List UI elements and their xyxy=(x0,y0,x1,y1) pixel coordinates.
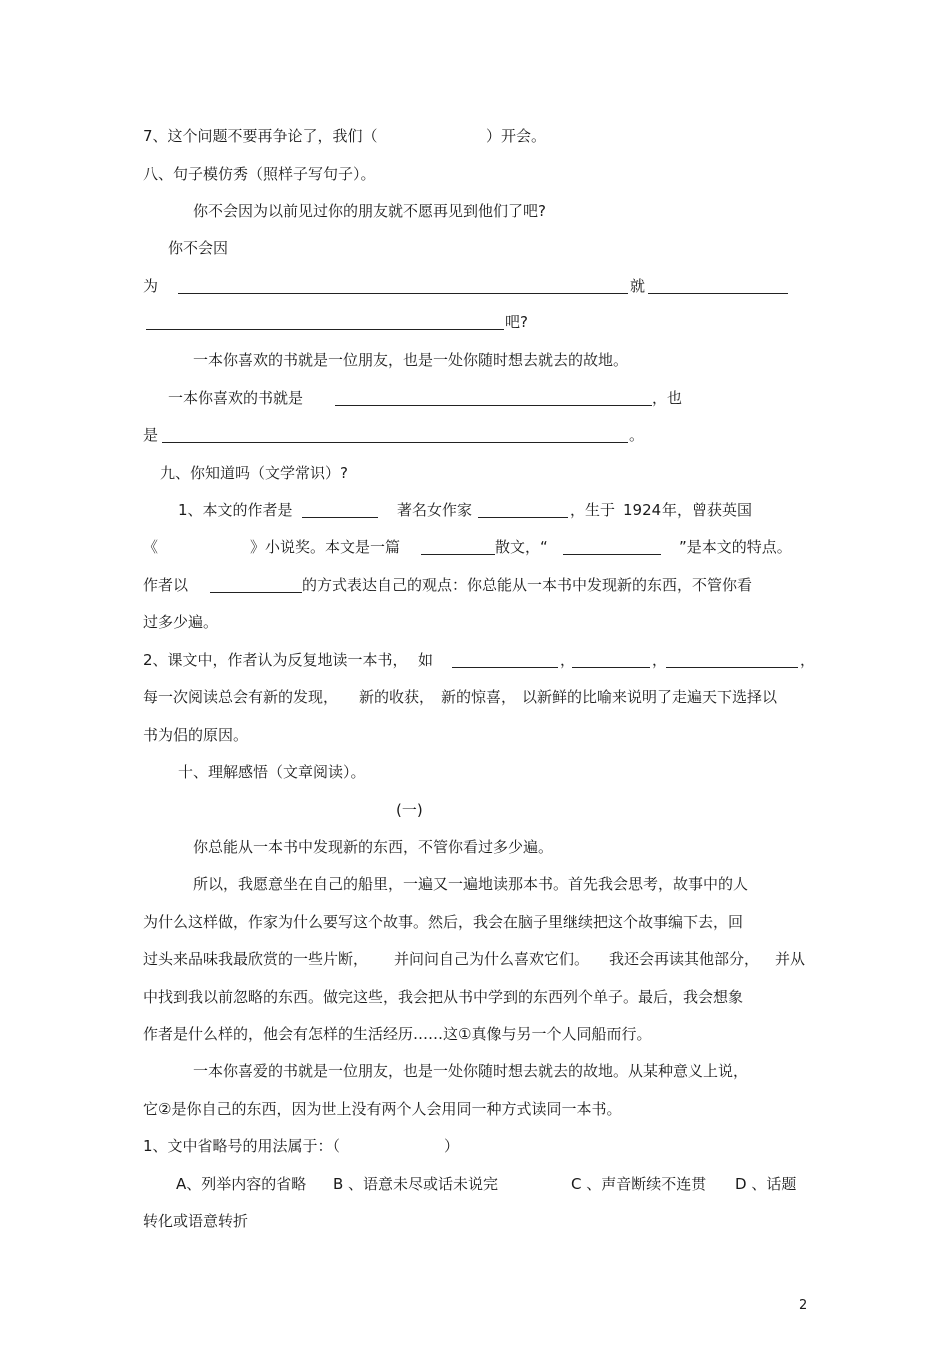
answer-blank[interactable] xyxy=(178,293,628,294)
sec9-q1-year: 1924 xyxy=(623,501,662,519)
sec9-q2-line2-b: 新的收获， xyxy=(359,688,435,706)
reading-p2-line4: 中找到我以前忽略的东西。做完这些，我会把从书中学到的东西列个单子。最后，我会想象 xyxy=(143,988,744,1006)
option-c[interactable]: C 、声音断续不连贯 xyxy=(571,1175,707,1193)
sec8-ex2-line2-end: 。 xyxy=(629,426,645,444)
option-b[interactable]: B 、语意未尽或话未说完 xyxy=(333,1175,499,1193)
reading-p2-line2: 为什么这样做，作家为什么要写这个故事。然后，我会在脑子里继续把这个故事编下去，回 xyxy=(143,913,744,931)
sec10-part-marker: (一) xyxy=(396,801,423,819)
sec9-q1-b: 著名女作家 xyxy=(397,501,473,519)
reading-p3-line1: 一本你喜爱的书就是一位朋友，也是一处你随时想去就去的故地。从某种意义上说， xyxy=(193,1062,749,1080)
option-a[interactable]: A、列举内容的省略 xyxy=(176,1175,307,1193)
option-d-continued: 转化或语意转折 xyxy=(143,1212,249,1230)
reading-p2-line3-c: 我还会再读其他部分， xyxy=(609,950,760,968)
sec9-q2-a: 2、课文中，作者认为反复地读一本书， xyxy=(143,651,408,669)
answer-blank[interactable] xyxy=(563,554,661,555)
sec9-q1-line2-c: 散文，“ xyxy=(495,538,548,556)
sec8-example-2-start: 一本你喜欢的书就是 xyxy=(168,389,304,407)
reading-p2-line5: 作者是什么样的，他会有怎样的生活经历……这①真像与另一个人同船而行。 xyxy=(143,1025,652,1043)
sec9-q1-line2-b: 》小说奖。本文是一篇 xyxy=(250,538,401,556)
answer-blank[interactable] xyxy=(302,517,378,518)
answer-blank[interactable] xyxy=(335,405,652,406)
sec9-q1-c: ，生于 xyxy=(570,501,616,519)
sec9-q1-line3-a: 作者以 xyxy=(143,576,189,594)
sec10-q1-b: ） xyxy=(444,1137,460,1155)
sec8-ex1-line2-a: 为 xyxy=(143,277,159,295)
sec9-q1-line4: 过多少遍。 xyxy=(143,613,219,631)
sec9-q2-comma-2: ， xyxy=(652,651,668,669)
answer-blank[interactable] xyxy=(146,329,504,330)
sec8-example-1: 你不会因为以前见过你的朋友就不愿再见到他们了吧? xyxy=(193,202,546,220)
sec8-ex2-line2-a: 是 xyxy=(143,426,159,444)
sec9-q2-line3: 书为侣的原因。 xyxy=(143,726,249,744)
sec9-q1-line2-a: 《 xyxy=(143,538,159,556)
answer-blank[interactable] xyxy=(162,442,628,443)
q7-text-b: ）开会。 xyxy=(486,127,547,145)
q7-text-a: 7、这个问题不要再争论了，我们（ xyxy=(143,127,378,145)
reading-p1: 你总能从一本书中发现新的东西，不管你看过多少遍。 xyxy=(193,838,554,856)
sec8-ex2-comma-ye: ，也 xyxy=(652,389,683,407)
answer-blank[interactable] xyxy=(421,554,495,555)
sec10-q1-a: 1、文中省略号的用法属于：（ xyxy=(143,1137,341,1155)
sec8-ex1-line2-b: 就 xyxy=(630,277,646,295)
answer-blank[interactable] xyxy=(478,517,568,518)
answer-blank[interactable] xyxy=(452,667,558,668)
sec9-q2-comma-1: ， xyxy=(560,651,576,669)
sec8-ex1-line3-end: 吧? xyxy=(505,313,528,331)
sec8-example-1-start: 你不会因 xyxy=(168,239,229,257)
answer-blank[interactable] xyxy=(572,667,650,668)
section-8-heading: 八、句子模仿秀（照样子写句子）。 xyxy=(143,165,376,183)
sec9-q1-line3-b: 的方式表达自己的观点：你总能从一本书中发现新的东西，不管你看 xyxy=(302,576,753,594)
sec9-q2-line2-a: 每一次阅读总会有新的发现， xyxy=(143,688,339,706)
sec9-q1-a: 1、本文的作者是 xyxy=(178,501,293,519)
sec9-q1-line2-d: ”是本文的特点。 xyxy=(679,538,792,556)
sec9-q2-line2-d: 以新鲜的比喻来说明了走遍天下选择以 xyxy=(522,688,778,706)
option-d[interactable]: D 、话题 xyxy=(735,1175,797,1193)
sec9-q2-line2-c: 新的惊喜， xyxy=(441,688,517,706)
page-number: 2 xyxy=(799,1298,808,1313)
answer-blank[interactable] xyxy=(648,293,788,294)
reading-p2-line3-b: 并问问自己为什么喜欢它们。 xyxy=(394,950,590,968)
answer-blank[interactable] xyxy=(210,592,302,593)
answer-blank[interactable] xyxy=(666,667,798,668)
sec8-example-2: 一本你喜欢的书就是一位朋友，也是一处你随时想去就去的故地。 xyxy=(193,351,629,369)
section-10-heading: 十、理解感悟（文章阅读）。 xyxy=(178,763,366,781)
sec9-q2-ru: 如 xyxy=(418,651,434,669)
reading-p2-line3-a: 过头来品味我最欣赏的一些片断， xyxy=(143,950,369,968)
reading-p3-line2: 它②是你自己的东西，因为世上没有两个人会用同一种方式读同一本书。 xyxy=(143,1100,622,1118)
reading-p2-line1: 所以，我愿意坐在自己的船里，一遍又一遍地读那本书。首先我会思考，故事中的人 xyxy=(193,875,749,893)
sec9-q1-d: 年，曾获英国 xyxy=(662,501,753,519)
sec9-q2-comma-3: ， xyxy=(800,651,816,669)
section-9-heading: 九、你知道吗（文学常识）? xyxy=(160,464,348,482)
reading-p2-line3-d: 并从 xyxy=(775,950,806,968)
